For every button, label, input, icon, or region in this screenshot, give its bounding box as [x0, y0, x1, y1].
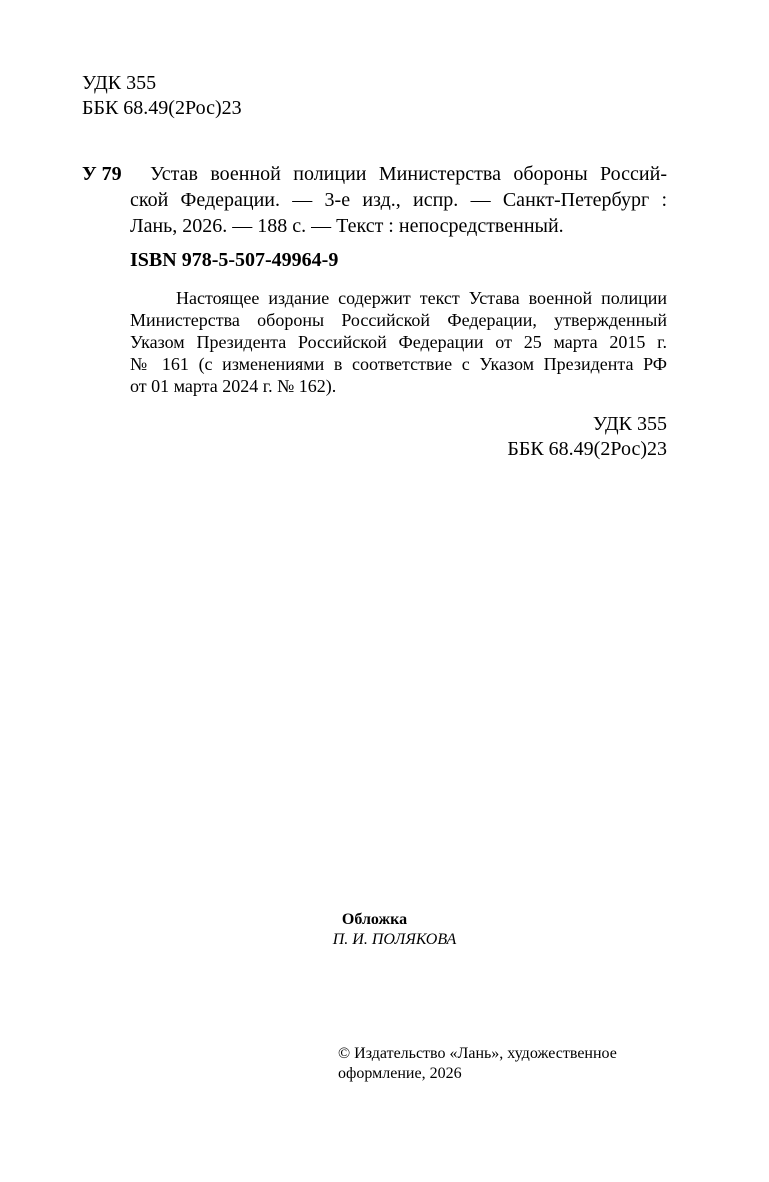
copyright-line: © Издательство «Лань», художественное [338, 1045, 617, 1062]
cover-designer: П. И. ПОЛЯКОВА [332, 931, 457, 948]
bibliographic-entry [82, 161, 667, 462]
cover-credit [0, 910, 769, 950]
entry-body [130, 161, 667, 462]
udk-code: УДК 355 [82, 72, 157, 94]
copyright-line: оформление, 2026 [338, 1065, 462, 1082]
annotation-line: Указом Президента Российской Федерации от 25 марта 2015 г. [130, 332, 667, 352]
annotation-line: Настоящее издание содержит текст Устава военной полиции [176, 288, 667, 308]
annotation-line: № 161 (с изменениями в соответствие с Указом Президента РФ [130, 354, 667, 374]
author-sign: У 79 [82, 163, 122, 185]
bbk-code: ББК 68.49(2Рос)23 [82, 97, 242, 119]
classification-codes-top [82, 71, 242, 121]
bibliographic-description [130, 161, 667, 239]
description-line: Устав военной полиции Министерства обороны Россий- [150, 163, 667, 185]
udk-code: УДК 355 [592, 413, 667, 435]
annotation [130, 287, 667, 397]
isbn: ISBN 978-5-507-49964-9 [130, 249, 339, 271]
cover-label: Обложка [341, 911, 408, 928]
copyright-notice [338, 1044, 617, 1084]
description-line: Лань, 2026. — 188 с. — Текст : непосредственный. [130, 215, 564, 237]
annotation-line: Министерства обороны Российской Федерации, утвержденный [130, 310, 667, 330]
annotation-line: от 01 марта 2024 г. № 162). [130, 376, 337, 396]
description-line: ской Федерации. — 3-е изд., испр. — Санкт-Петербург : [130, 189, 667, 211]
bbk-code: ББК 68.49(2Рос)23 [507, 438, 667, 460]
classification-codes-bottom [130, 412, 667, 462]
